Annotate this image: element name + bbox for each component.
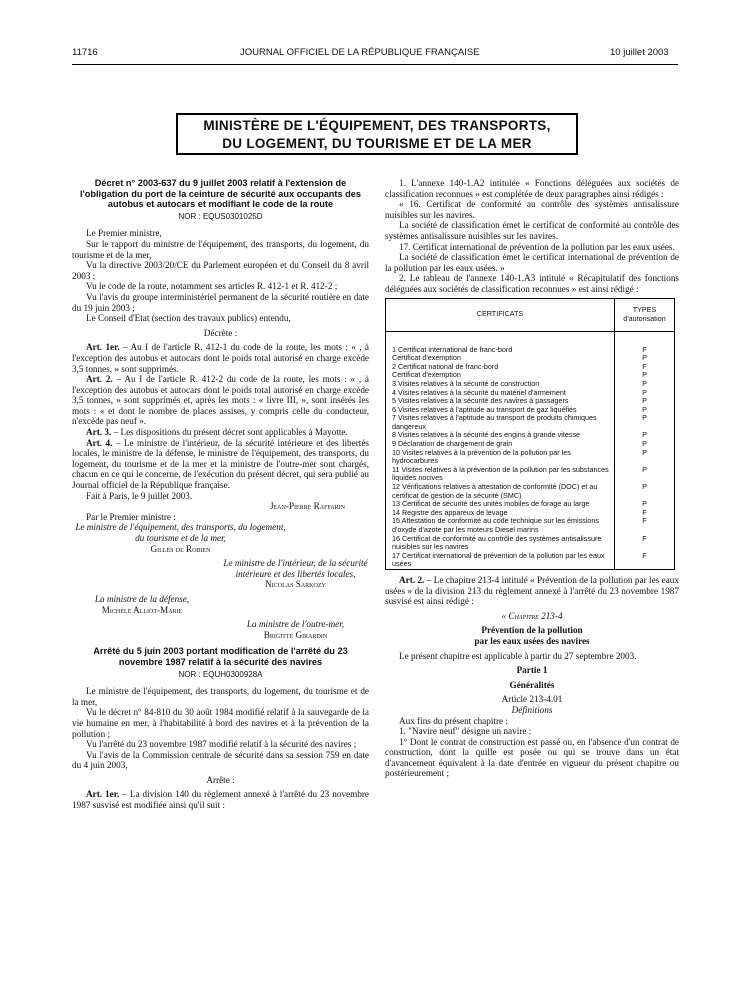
decret-nor: NOR : EQUS0301025D bbox=[178, 211, 263, 221]
right-art2 bbox=[385, 575, 679, 607]
certificates-table bbox=[385, 298, 675, 570]
arrete-p1: Le ministre de l'équipement, des transports, du logement, du tourisme et de la mer, bbox=[72, 686, 369, 707]
minister-equipement: Le ministre de l'équipement, des transports, du logement, du tourisme et de la mer, bbox=[75, 522, 286, 543]
authorization-type: F bbox=[642, 550, 647, 560]
decret-art2 bbox=[72, 374, 369, 427]
authorization-type: P bbox=[642, 464, 647, 474]
signature-outre-mer: Brigitte Girardin bbox=[263, 629, 328, 640]
right-p4: 17. Certificat international de prévention de la pollution par les eaux usées. bbox=[399, 241, 675, 252]
authorization-type: P bbox=[642, 387, 647, 397]
right-column bbox=[385, 178, 679, 779]
decret-p1: Le Premier ministre, bbox=[86, 228, 162, 239]
decret-art1 bbox=[72, 342, 369, 374]
certificate-name: 3 Visites relatives à la sécurité de construction bbox=[386, 380, 615, 389]
table-row bbox=[386, 483, 675, 500]
right-art2-text: – Le chapitre 213-4 intitulé « Prévention de la pollution par les eaux usées » de la division 213 du règlement annexé à l'arrêté du 23 novembre 1987 susvisé est ainsi rédigé : bbox=[385, 574, 679, 607]
aux-fins: Aux fins du présent chapitre : bbox=[399, 715, 508, 726]
authorization-type: P bbox=[642, 499, 647, 509]
definition-1a: 1° Dont le contrat de construction est passé ou, en l'absence d'un contrat de construction, dont la quille est posée ou qui se trouve dans un état d'avancement équivalent à la date d'entrée en vigueur du présent chapitre ou postérieurement ; bbox=[385, 736, 679, 779]
signature-defense: Michèle Alliot-Marie bbox=[101, 604, 183, 615]
certificate-name: 15 Attestation de conformité au code technique sur les émissions d'oxyde d'azote par les moteurs Diesel marins bbox=[386, 517, 615, 534]
authorization-type: F bbox=[642, 507, 647, 517]
ministry-line-2: DU LOGEMENT, DU TOURISME ET DE LA MER bbox=[222, 136, 532, 151]
right-p3: La société de classification émet le certificat de conformité au contrôle des systèmes antisalissure nuisibles sur les navires. bbox=[385, 220, 679, 241]
table-row bbox=[386, 414, 675, 431]
arrete-art1-label: Art. 1er. bbox=[86, 789, 120, 800]
minister-outre-mer: La ministre de l'outre-mer, bbox=[246, 619, 345, 630]
arrete-p4: Vu l'avis de la Commission centrale de sécurité dans sa session 759 en date du 4 juin 2003, bbox=[72, 749, 369, 771]
authorization-type: P bbox=[642, 482, 647, 492]
arrete-art1-text: – La division 140 du règlement annexé à l'arrêté du 23 novembre 1987 susvisé est modifiée ainsi qu'il suit : bbox=[72, 789, 369, 811]
table-row bbox=[386, 449, 675, 466]
right-p1: 1. L'annexe 140-1.A2 intitulée « Fonctions déléguées aux sociétés de classification reconnues » est complétée de deux paragraphes ainsi rédigés : bbox=[385, 178, 679, 199]
ministry-line-1: MINISTÈRE DE L'ÉQUIPEMENT, DES TRANSPORTS, bbox=[203, 118, 551, 133]
certificate-name: 5 Visites relatives à la sécurité des navires à passagers bbox=[386, 397, 615, 406]
certificate-name: 17 Certificat international de prévention de la pollution par les eaux usées bbox=[386, 552, 615, 570]
decret-art2-label: Art. 2. bbox=[86, 374, 113, 385]
authorization-type: P bbox=[642, 353, 647, 363]
arrete-art1 bbox=[72, 789, 369, 810]
authorization-type: F bbox=[642, 516, 647, 526]
partie-heading: Partie 1 bbox=[516, 665, 548, 676]
certificate-name: 8 Visites relatives à la sécurité des engins à grande vitesse bbox=[386, 431, 615, 440]
arrete-nor: NOR : EQUH0300928A bbox=[178, 669, 263, 679]
table-row bbox=[386, 331, 675, 354]
right-p5: La société de classification émet le certificat international de prévention de la pollution par les eaux usées. » bbox=[385, 252, 679, 273]
signature-interieur: Nicolas Sarkozy bbox=[265, 579, 326, 590]
minister-defense: La ministre de la défense, bbox=[94, 593, 190, 604]
authorization-type: P bbox=[642, 378, 647, 388]
right-art2-label: Art. 2. bbox=[399, 574, 425, 585]
certificate-name: 6 Visites relatives à l'aptitude au transport de gaz liquéfiés bbox=[386, 406, 615, 415]
signature-pm: Jean-Pierre Raffarin bbox=[269, 501, 345, 512]
decret-art3 bbox=[72, 427, 369, 438]
page-header bbox=[0, 47, 748, 63]
minister-interieur: Le ministre de l'intérieur, de la sécurité intérieure et des libertés locales, bbox=[223, 558, 368, 579]
certificates-table-body bbox=[386, 331, 675, 569]
certificate-name: 1 Certificat international de franc-bord bbox=[386, 331, 615, 354]
certificate-name: 16 Certificat de conformité au contrôle des systèmes antisalissure nuisibles sur les navires bbox=[386, 535, 615, 552]
certificate-name: Certificat d'exemption bbox=[386, 371, 615, 380]
decret-fait: Fait à Paris, le 9 juillet 2003. bbox=[86, 490, 193, 501]
authorization-type: P bbox=[642, 370, 647, 380]
right-p6: 2. Le tableau de l'annexe 140-1.A3 intitulé « Récapitulatif des fonctions déléguées aux sociétés de classification reconnues » est ainsi rédigé : bbox=[385, 273, 679, 294]
journal-title: JOURNAL OFFICIEL DE LA RÉPUBLIQUE FRANÇAISE bbox=[240, 47, 480, 58]
table-row bbox=[386, 466, 675, 483]
decret-p4: Vu le code de la route, notamment ses articles R. 412-1 et R. 412-2 ; bbox=[86, 281, 338, 292]
authorization-type: F bbox=[642, 533, 647, 543]
certificate-name: 2 Certificat national de franc-bord bbox=[386, 363, 615, 372]
authorization-type: P bbox=[642, 404, 647, 414]
certificate-name: 9 Déclaration de chargement de grain bbox=[386, 440, 615, 449]
certificate-name: 11 Visites relatives à la prévention de la pollution par les substances liquides nocives bbox=[386, 466, 615, 483]
certificate-name: 14 Registre des appareux de levage bbox=[386, 509, 615, 518]
decret-art2-text: – Au I de l'article R. 412-2 du code de la route, les mots : « , à l'exception des autobus et autocars dont le poids total autorisé en charge excède 3,5 tonnes, » sont supprimés et, après les mots : « livre III, », sont insérés les mots : « et dont le nombre de places assises, y compris celle du conducteur, n'excède pas neuf ». bbox=[72, 374, 369, 427]
decret-p6: Le Conseil d'Etat (section des travaux publics) entendu, bbox=[86, 313, 291, 324]
decret-p2: Sur le rapport du ministre de l'équipement, des transports, du logement, du tourisme et de la mer, bbox=[72, 238, 369, 260]
decret-art4-text: – Le ministre de l'intérieur, de la sécurité intérieure et des libertés locales, le ministre de la défense, le ministre de l'équipement, des transports, du logement, du tourisme et de la mer et la ministre de l'outre-mer sont chargés, chacun en ce qui le concerne, de l'exécution du présent décret, qui sera publié au Journal officiel de la République française. bbox=[72, 437, 369, 491]
decret-decrete: Décrète : bbox=[203, 327, 238, 338]
table-header-certificats: CERTIFICATS bbox=[386, 298, 615, 331]
decret-p3: Vu la directive 2003/20/CE du Parlement européen et du Conseil du 8 avril 2003 ; bbox=[72, 260, 369, 281]
authorization-type: P bbox=[642, 413, 647, 423]
header-rule bbox=[72, 64, 678, 65]
decret-art1-label: Art. 1er. bbox=[86, 342, 120, 353]
decret-p5: Vu l'avis du groupe interministériel permanent de la sécurité routière en date du 19 juin 2003 ; bbox=[72, 291, 369, 313]
article-heading: Article 213-4.01 bbox=[501, 694, 563, 705]
authorization-type: P bbox=[642, 396, 647, 406]
left-column bbox=[72, 178, 369, 811]
table-header-types: TYPES d'autorisation bbox=[615, 298, 675, 331]
authorization-type: P bbox=[642, 430, 647, 440]
arrete-title: Arrêté du 5 juin 2003 portant modification de l'arrêté du 23 novembre 1987 relatif à la sécurité des navires bbox=[93, 646, 348, 667]
table-row bbox=[386, 535, 675, 552]
certificate-name: 10 Visites relatives à la prévention de la pollution par les hydrocarbures bbox=[386, 449, 615, 466]
ministry-box bbox=[176, 113, 578, 155]
certificate-name: 13 Certificat de sécurité des unités mobiles de forage au large bbox=[386, 500, 615, 509]
certificate-name: 7 Visites relatives à l'aptitude au transport de produits chimiques dangereux bbox=[386, 414, 615, 431]
chapter-title-2: par les eaux usées des navires bbox=[474, 635, 590, 646]
applicability: Le présent chapitre est applicable à partir du 27 septembre 2003. bbox=[399, 650, 637, 661]
chapter-title-1: Prévention de la pollution bbox=[481, 625, 583, 636]
certificate-name: 4 Visites relatives à la sécurité du matériel d'armement bbox=[386, 389, 615, 398]
arrete-arrete: Arrête : bbox=[206, 774, 235, 785]
authorization-type: P bbox=[642, 447, 647, 457]
decret-title: Décret n° 2003-637 du 9 juillet 2003 relatif à l'extension de l'obligation du port de la ceinture de sécurité aux occupants des autobus et autocars et modifiant le code de la route bbox=[80, 178, 361, 210]
par-premier-ministre: Par le Premier ministre : bbox=[86, 511, 176, 522]
generalites-heading: Généralités bbox=[509, 679, 555, 690]
decret-art4-label: Art. 4. bbox=[86, 437, 113, 448]
authorization-type: P bbox=[642, 439, 647, 449]
definition-1: 1. "Navire neuf" désigne un navire : bbox=[399, 726, 532, 737]
definitions-heading: Définitions bbox=[511, 704, 553, 715]
issue-date: 10 juillet 2003 bbox=[610, 47, 669, 58]
authorization-type: F bbox=[642, 344, 647, 354]
authorization-type: F bbox=[642, 361, 647, 371]
decret-art4 bbox=[72, 438, 369, 491]
certificate-name: Certificat d'exemption bbox=[386, 354, 615, 363]
certificate-name: 12 Vérifications relatives à attestation de conformité (DOC) et au certificat de gestion de la sécurité (SMC) bbox=[386, 483, 615, 500]
decret-art3-label: Art. 3. bbox=[86, 427, 112, 438]
table-row bbox=[386, 552, 675, 570]
arrete-p3: Vu l'arrêté du 23 novembre 1987 modifié relatif à la sécurité des navires ; bbox=[86, 739, 357, 750]
chapter-heading: « Chapitre 213-4 bbox=[501, 610, 563, 621]
signature-equipement: Gilles de Robien bbox=[150, 543, 211, 554]
arrete-p2: Vu le décret n° 84-810 du 30 août 1984 modifié relatif à la sauvegarde de la vie humaine en mer, à l'habitabilité à bord des navires et à la prévention de la pollution ; bbox=[72, 707, 369, 739]
table-row bbox=[386, 517, 675, 534]
decret-art3-text: – Les dispositions du présent décret sont applicables à Mayotte. bbox=[111, 427, 348, 438]
right-p2: « 16. Certificat de conformité au contrôle des systèmes antisalissure nuisibles sur les navires. bbox=[385, 199, 679, 220]
decret-art1-text: – Au I de l'article R. 412-1 du code de la route, les mots : « , à l'exception des autobus et autocars dont le poids total autorisé en charge excède 3,5 tonnes, » sont supprimés. bbox=[72, 342, 369, 374]
page-number: 11716 bbox=[72, 47, 98, 58]
